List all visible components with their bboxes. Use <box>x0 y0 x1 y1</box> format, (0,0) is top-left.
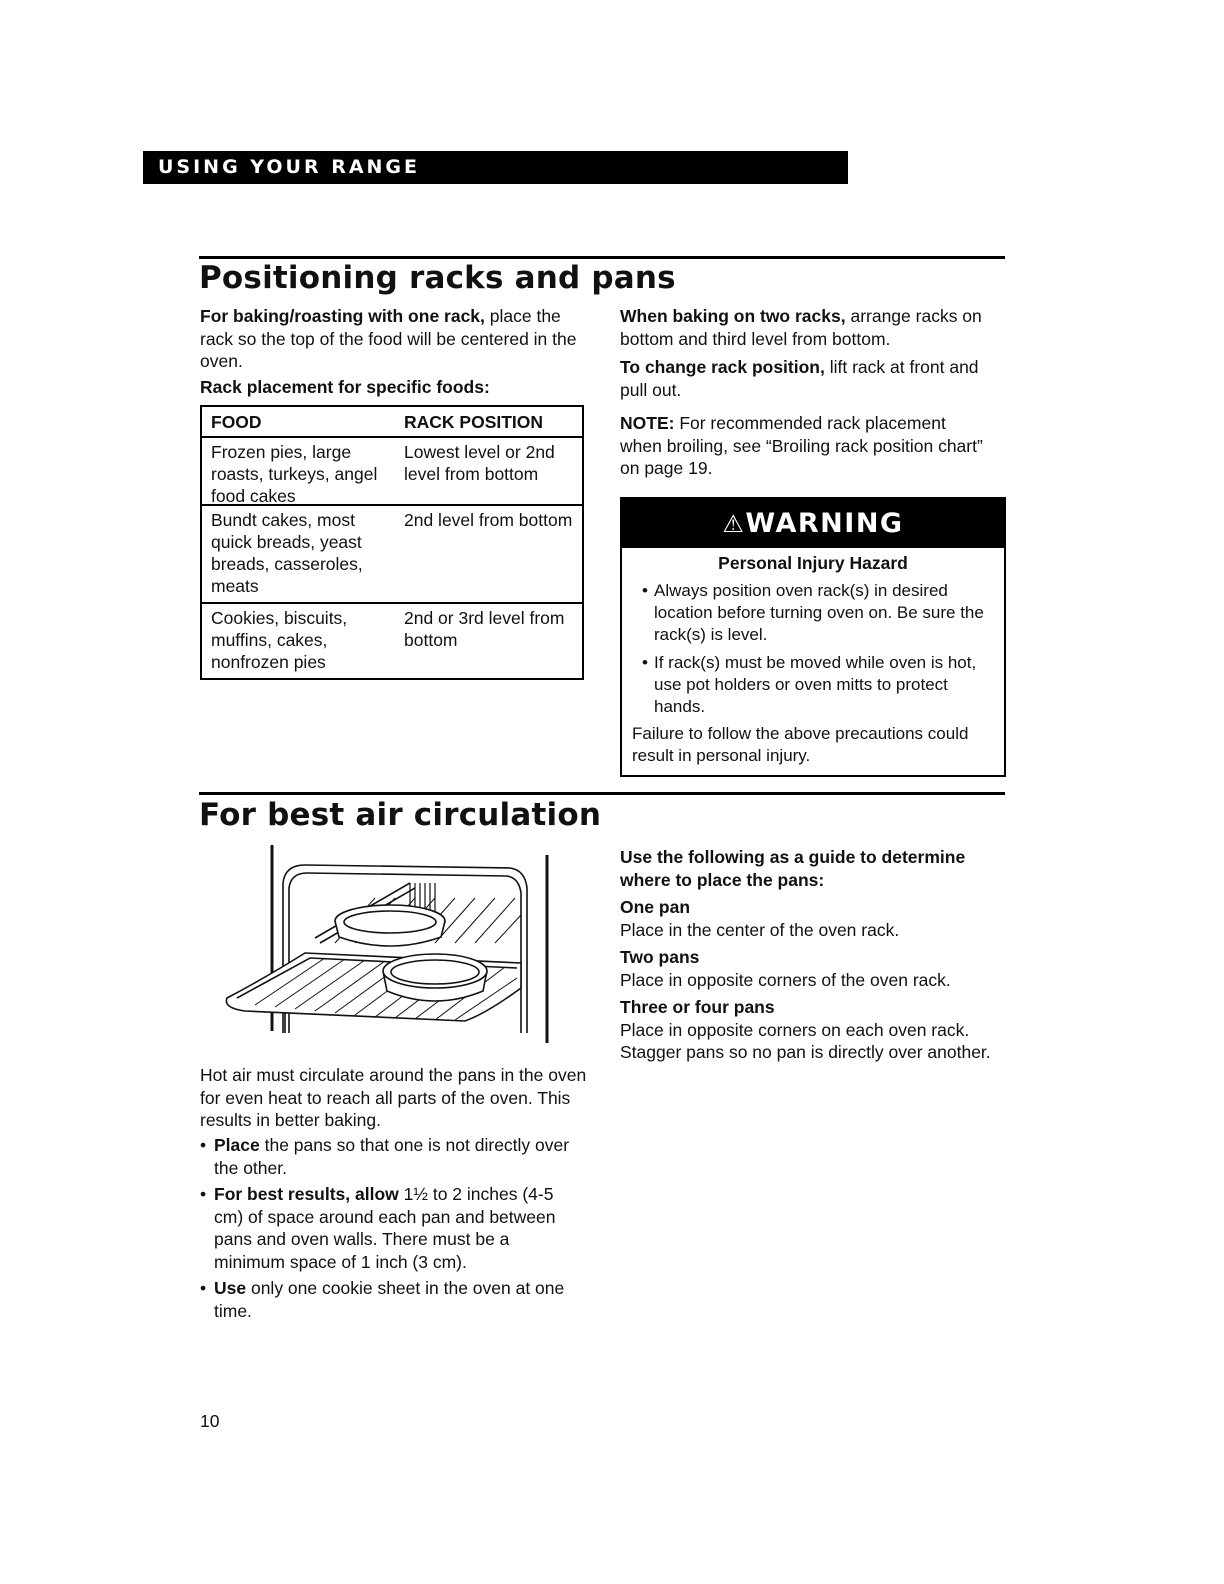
list-item <box>620 996 1005 1064</box>
bullet-lead: Use <box>214 1278 247 1298</box>
air-circulation-intro: Hot air must circulate around the pans in the oven for even heat to reach all parts of the oven. This results in better baking. <box>200 1065 587 1130</box>
list-item <box>200 1134 585 1179</box>
two-racks-paragraph <box>620 305 1005 350</box>
guide-text: Place in opposite corners of the oven rack. <box>620 969 951 990</box>
warning-body <box>622 580 1004 767</box>
section-title-positioning: Positioning racks and pans <box>199 260 676 296</box>
warning-triangle-icon: ⚠ <box>722 510 746 538</box>
bullet-icon: • <box>200 1135 207 1155</box>
table-cell-food: Frozen pies, large roasts, turkeys, angel food cakes <box>211 442 378 506</box>
bullet-lead: Place <box>214 1135 260 1155</box>
table-cell-food: Bundt cakes, most quick breads, yeast breads, casseroles, meats <box>211 510 363 596</box>
pan-guide-list <box>620 896 1005 1064</box>
table-header-food: FOOD <box>211 412 262 432</box>
warning-bullet <box>642 652 994 718</box>
bullet-text: 1½ to 2 inches (4-5 cm) of space around each pan and between pans and oven walls. There must be a minimum space of 1 inch (3 cm). <box>214 1184 556 1272</box>
oven-rack-illustration <box>225 843 560 1043</box>
guide-text: Place in opposite corners on each oven rack. Stagger pans so no pan is directly over another. <box>620 1019 991 1062</box>
bullet-lead: For best results, allow <box>214 1184 399 1204</box>
one-rack-lead: For baking/roasting with one rack, <box>200 306 485 326</box>
guide-text: Place in the center of the oven rack. <box>620 919 900 940</box>
guide-title: One pan <box>620 897 691 917</box>
bullet-icon: • <box>200 1184 207 1204</box>
warning-bullet-text: If rack(s) must be moved while oven is hot, use pot holders or oven mitts to protect hands. <box>654 653 977 716</box>
warning-bullet <box>642 580 994 646</box>
table-caption: Rack placement for specific foods: <box>200 377 490 397</box>
table-cell-position: 2nd level from bottom <box>404 510 573 530</box>
note-text: For recommended rack placement when broiling, see “Broiling rack position chart” on page 19. <box>620 413 983 478</box>
rack-placement-table <box>200 405 584 680</box>
table-cell-food: Cookies, biscuits, muffins, cakes, nonfrozen pies <box>211 608 348 672</box>
table-row <box>202 436 582 504</box>
table-row <box>202 602 582 678</box>
warning-title: Personal Injury Hazard <box>718 553 908 573</box>
table-row <box>202 504 582 602</box>
section-title-air-circulation: For best air circulation <box>199 797 602 833</box>
list-item <box>620 896 1005 941</box>
air-circulation-bullets <box>200 1134 585 1322</box>
pan-guide-heading: Use the following as a guide to determine where to place the pans: <box>620 847 966 890</box>
guide-title: Three or four pans <box>620 997 775 1017</box>
two-racks-text: arrange racks on bottom and third level from bottom. <box>620 306 982 349</box>
section-header-bar: USING YOUR RANGE <box>143 151 848 184</box>
list-item <box>200 1277 585 1322</box>
one-rack-paragraph <box>200 305 585 373</box>
change-rack-text: lift rack at front and pull out. <box>620 357 979 400</box>
warning-box <box>620 497 1006 777</box>
bullet-icon: • <box>642 653 648 672</box>
change-rack-paragraph <box>620 356 1000 401</box>
bullet-icon: • <box>642 581 648 600</box>
page-number: 10 <box>200 1411 220 1431</box>
table-cell-position: 2nd or 3rd level from bottom <box>404 608 565 650</box>
section-rule-top <box>199 256 1005 259</box>
warning-label: WARNING <box>745 508 904 539</box>
bullet-icon: • <box>200 1278 207 1298</box>
warning-footer: Failure to follow the above precautions could result in personal injury. <box>632 724 969 765</box>
two-racks-lead: When baking on two racks, <box>620 306 846 326</box>
note-label: NOTE: <box>620 413 675 433</box>
list-item <box>620 946 1005 991</box>
guide-title: Two pans <box>620 947 700 967</box>
warning-header <box>622 499 1004 548</box>
bullet-text: the pans so that one is not directly over the other. <box>214 1135 570 1178</box>
section-rule-middle <box>199 792 1005 795</box>
table-cell-position: Lowest level or 2nd level from bottom <box>404 442 555 484</box>
one-rack-text: place the rack so the top of the food will be centered in the oven. <box>200 306 577 371</box>
list-item <box>200 1183 585 1273</box>
table-header-rack-position: RACK POSITION <box>404 412 544 432</box>
change-rack-lead: To change rack position, <box>620 357 825 377</box>
table-header-row <box>202 405 582 436</box>
bullet-text: only one cookie sheet in the oven at one time. <box>214 1278 565 1321</box>
note-paragraph <box>620 412 990 480</box>
warning-bullet-text: Always position oven rack(s) in desired location before turning oven on. Be sure the rack(s) is level. <box>654 581 984 644</box>
